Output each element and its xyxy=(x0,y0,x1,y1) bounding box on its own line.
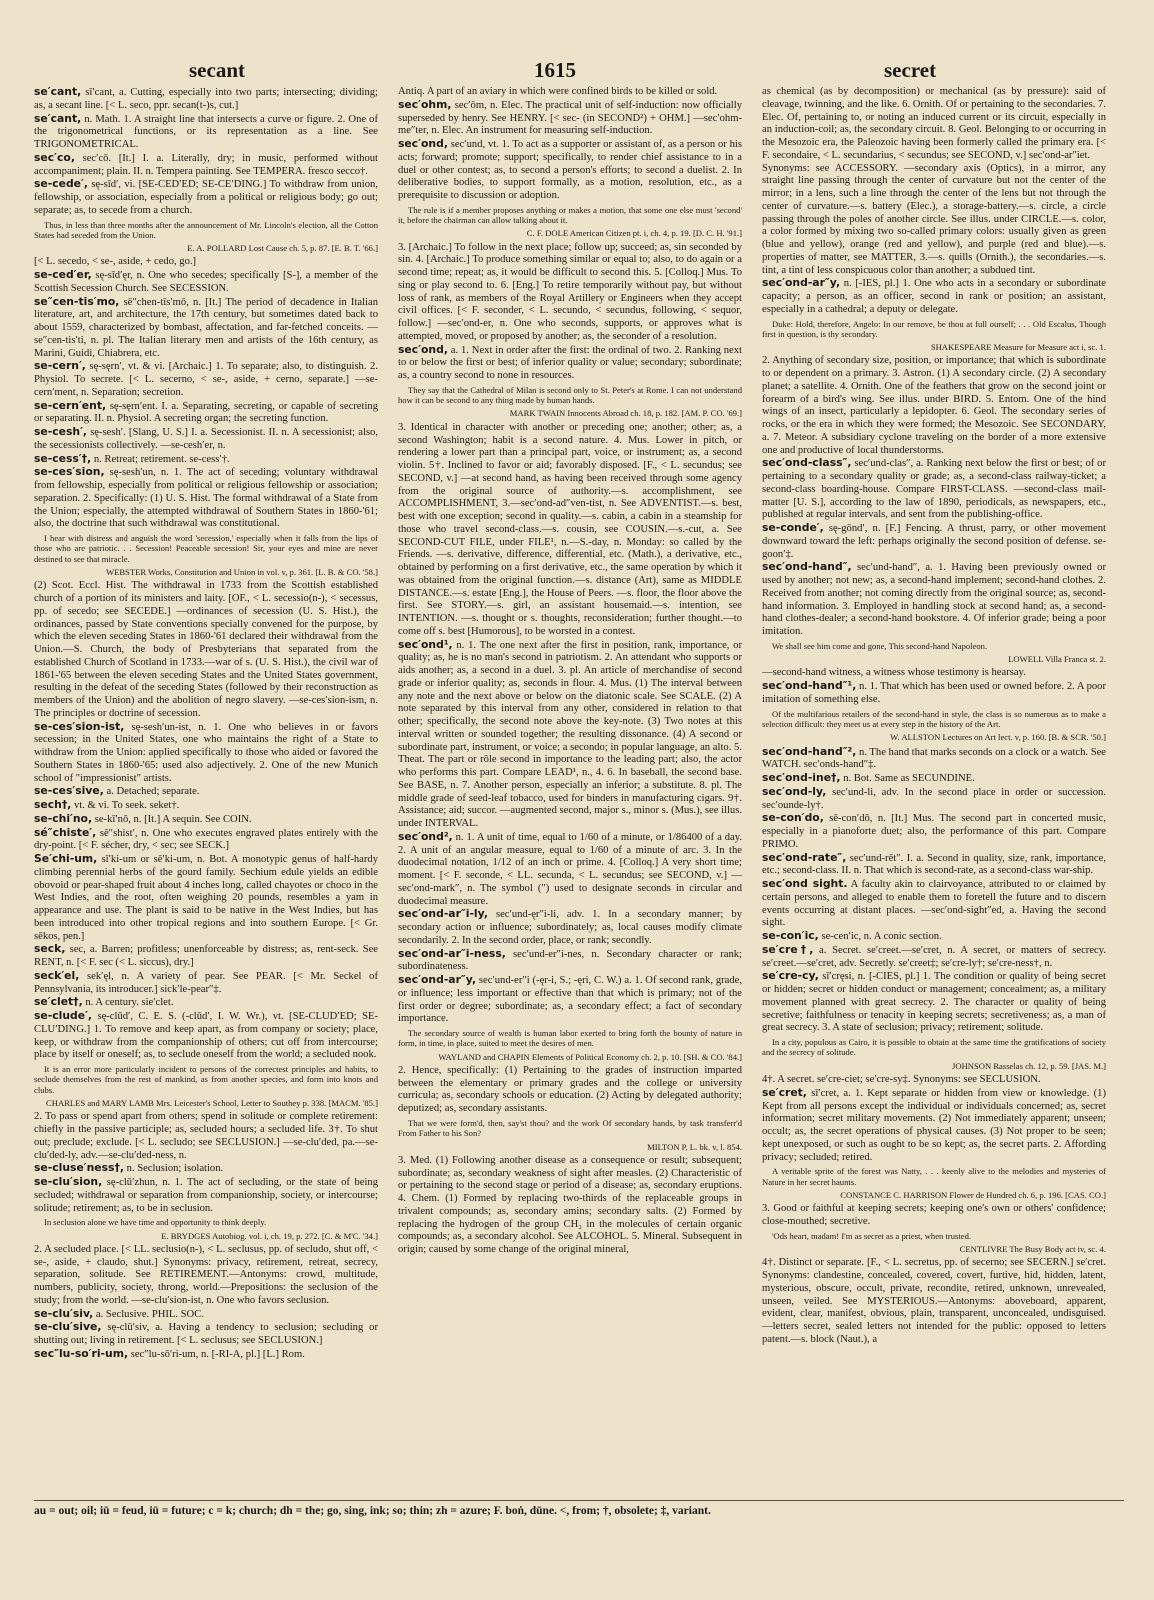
entry-definition: 3. Med. (1) Following another disease as a consequence or result; subsequent; subordinate; as, secondary weakness of sight after measles. (2) Characteristic of or pertaining to the second stage or period of a disease; as, secondary eruptions. 4. Chem. (1) Formed by replacing two-thirds of the replaceable groups in trivalent compounds; as, secondary amins; secondary salts. (2) Formed by replacing the hydrogen of the group CH₂ in the molecules of certain organic compounds; as, a secondary alcohol. See ALCOHOL. 5. Mineral. Subsequent in origin; caused by some change of the original mineral, xyxy=(398,1154,742,1256)
entry-definition: [< L. secedo, < se-, aside, + cedo, go.] xyxy=(34,256,197,268)
citation-source: CONSTANCE C. HARRISON Flower de Hundred ch. 6, p. 196. [CAS. CO.] xyxy=(840,1189,1106,1200)
entry-headword: se-cern′ent, xyxy=(34,398,107,412)
dictionary-entry xyxy=(34,1176,378,1215)
entry-definition: sę-sīd′, vi. [SE-CED′ED; SE-CE′DING.] To withdraw from union, fellowship, or association, especially from a political or religious body; go out; separate; as, to secede from a church. xyxy=(34,179,378,216)
dictionary-entry xyxy=(34,580,378,720)
entry-headword: sec′ond-class″, xyxy=(762,456,852,470)
entry-definition: a. Detached; separate. xyxy=(106,786,200,798)
entry-headword: sec′ond-hand″, xyxy=(762,560,852,574)
dictionary-entry xyxy=(398,974,742,1026)
dictionary-entry xyxy=(762,930,1106,944)
dictionary-entry xyxy=(762,1074,1106,1087)
column-3 xyxy=(762,86,1106,1494)
dictionary-entry xyxy=(762,457,1106,522)
entry-headword: se′cre†, xyxy=(762,942,814,956)
entry-definition: sę-sęrn′ent. I. a. Separating, secreting, or capable of secreting or separating. II. n. Physiol. A secreting organ; the secreting function. xyxy=(34,400,378,425)
entry-definition: sec′und-clas″, a. Ranking next below the first or best; of or pertaining to a secondary quality or grade; as, a second-class railway-ticket; a second-class boarding-house. Compare FIRST-CLASS. —second-class mail-matter [U. S.], according to the law of 1890, periodicals, as newspapers, etc., published at regular intervals, and sent from the publishing-office. xyxy=(762,458,1106,521)
dictionary-entry xyxy=(34,813,378,827)
citation-source: C. F. DOLE American Citizen pt. i, ch. 4, p. 19. [D. C. H. '91.] xyxy=(526,228,742,239)
citation-quote: The secondary source of wealth is human labor exerted to bring forth the bounty of nature in form, in time, in place, suited to meet the desires of men. xyxy=(398,1028,742,1049)
citation-source: SHAKESPEARE Measure for Measure act i, sc. 1. xyxy=(930,342,1106,353)
entry-definition: sę-clūd′, C. E. S. (-clūd′, I. W. Wr.), vt. [SE-CLUD′ED; SE-CLU′DING.] 1. To remove and keep apart, as from company or society; place, keep, or withdraw from the companionship of others; cut off from intercourse; place by itself or oneself; as, to seclude oneself from the world; a secluded nook. xyxy=(34,1011,378,1061)
entry-definition: sē-con′dō, n. [It.] Mus. The second part in concerted music, especially in a pianoforte duet; also, the performance of this part. Compare PRIMO. xyxy=(762,813,1106,850)
entry-headword: seck, xyxy=(34,942,66,956)
entry-definition: sē″shist′, n. One who executes engraved plates entirely with the dry-point. [< F. sécher, dry, < sec; see SECK.] xyxy=(34,827,378,852)
entry-definition: as chemical (as by decomposition) or mechanical (as by pressure): said of cleavage, twinning, and the like. 6. Ornith. Of or pertaining to the secondaries. 7. Elec. Of, pertaining to, or noting an induced current or its circuit, especially in an induction-coil; as, the secondary circuit. 8. Geol. Belonging to or occurring in the Mesozoic era, the Paleozoic having been formerly called the primary era. [< F. secondaire, < L. secundarius, < secundus; see SECOND, v.] sec′ond-ar″iet. xyxy=(762,86,1106,161)
dictionary-entry xyxy=(34,827,378,854)
dictionary-entry xyxy=(762,86,1106,163)
entry-headword: seck′el, xyxy=(34,968,80,982)
entry-headword: se-clu′siv, xyxy=(34,1306,94,1320)
dictionary-entry xyxy=(34,799,378,813)
citation-quote: Thus, in less than three months after the announcement of Mr. Lincoln's election, all the Cotton States had seceded from the Union. xyxy=(34,219,378,240)
entry-definition: A faculty akin to clairvoyance, attributed to or claimed by certain persons, and alleged to enable them to foretell the future and to discern events occurring at distant places. —sec′ond-sight″ed, a. Having the second sight. xyxy=(762,879,1106,929)
entry-definition: 4†. Distinct or separate. [F., < L. secretus, pp. of secerno; see SECERN.] se′cret. Synonyms: clandestine, concealed, covered, covert, furtive, hid, hidden, latent, mysterious, obscure, occult, private, recondite, retired, unknown, unrevealed, unseen, veiled. See MYSTERIOUS.—Antonyms: aboveboard, apparent, evident, clear, manifest, obvious, plain, transparent, unconcealed, undisguised. —letters secret, sealed letters not intended for the public: opposed to letters patent.—s. block (Naut.), a xyxy=(762,1257,1106,1345)
dictionary-entry xyxy=(762,746,1106,773)
citation-source: MILTON P. L. bk. v, l. 854. xyxy=(647,1141,742,1152)
entry-headword: Se′chi-um, xyxy=(34,852,98,866)
entry-headword: se-cern′, xyxy=(34,359,86,373)
dictionary-entry xyxy=(34,1162,378,1176)
citation-source: MARK TWAIN Innocents Abroad ch. 18, p. 182. [AM. P. CO. '69.] xyxy=(509,408,742,419)
entry-definition: sec″lu-sō′ri-um, n. [-RI-A, pl.] [L.] Rom. xyxy=(130,1348,305,1360)
entry-definition: sę-sęrn′, vt. & vi. [Archaic.] 1. To separate; also, to distinguish. 2. Physiol. To secrete. [< L. secerno, < se-, aside, + cerno, separate.] —se-cern′ment, n. Separation; secretion. xyxy=(34,361,378,398)
entry-headword: se-ces′sive, xyxy=(34,784,104,798)
citation-source: E. BRYDGES Autobiog. vol. i, ch. 19, p. 272. [C. & M'C. '34.] xyxy=(161,1230,378,1241)
citation-quote: 'Ods heart, madam! I'm as secret as a priest, when trusted. xyxy=(772,1230,972,1241)
entry-definition: a. Seclusive. PHIL. SOC. xyxy=(95,1308,204,1320)
dictionary-entry xyxy=(762,1203,1106,1229)
entry-definition: n. Retreat; retirement. se-cess′†. xyxy=(93,453,230,465)
entry-headword: se-clu′sion, xyxy=(34,1175,103,1189)
dictionary-entry xyxy=(762,277,1106,316)
dictionary-entry xyxy=(34,360,378,399)
dictionary-entry xyxy=(762,680,1106,707)
entry-definition: sī′cant, a. Cutting, especially into two parts; intersecting; dividing; as, a secant line. [< L. seco, ppr. secan(t-)s, cut.] xyxy=(34,87,378,111)
entry-definition: 2. Hence, specifically: (1) Pertaining to the grades of instruction imparted between the elementary or primary grades and the college or university curricula; as, secondary schools or education. (2) Acting by delegated authority; deputized; as, secondary assistants. xyxy=(398,1064,742,1115)
citation-source: WAYLAND and CHAPIN Elements of Political Economy ch. 2, p. 10. [SH. & CO. '84.] xyxy=(438,1051,742,1062)
entry-definition: 3. Identical in character with another or preceding one; another; other; as, a second Washington; habit is a second nature. 4. Mus. Lower in pitch, or rendering a lower part than a principal part, voice, or instrument; as, a second violin. 5†. Inclined to favor or aid; favorably disposed. [F., < L. secundus; see SECOND, v.] —at second hand, as having been received through some agency from the original source of authority.—s. accomplishment, see ACCOMPLISHMENT, 3.—sec′ond-ad″ven-tist, n. See ADVENTIST.—s. best, best with one exception; second in quality.—s. cabin, a cabin in a steamship for those who travel second-class.—s. cousin, see COUSIN.—s.-cut, a. See SECOND-CUT FILE, under FILE¹, n.—S.-day, n. Monday: so called by the Friends. —s. derivative, difference, differential, etc. (Math.), a derivative, etc., obtained by performing on a first derivative, etc., the same operation by which it was obtained from the original function.—s. distance (Art), same as MIDDLE DISTANCE.—s. estate [Eng.], the House of Peers. —s. floor, the floor above the first. See STORY.—s. girl, an assistant housemaid.—s. intention, see INTENTION. —s. thought or s. thoughts, reconsideration; further thought.—to come off s. best [Humorous], to be worsted in a contest. xyxy=(398,421,742,637)
entry-headword: sec′ond-ar″i-ly, xyxy=(398,907,488,921)
citation-quote: The rule is if a member proposes anything or makes a motion, that some one else must 'second' it, before the chairman can allow talking about it. xyxy=(398,204,742,226)
entry-headword: se-ces′sion, xyxy=(34,465,105,479)
dictionary-entry xyxy=(34,400,378,427)
citation-quote: I hear with distress and anguish the word 'secession,' especially when it falls from the lips of those who are patriotic. . . Secession! Peaceable secession! Sir, your eyes and mine are never destined to see that miracle. xyxy=(34,533,378,564)
dictionary-entry xyxy=(762,1087,1106,1165)
entry-headword: sec′ond-ar″y, xyxy=(398,973,477,987)
entry-definition: sē″chen-tīs′mō, n. [It.] The period of decadence in Italian literature, art, and architecture, the 17th century, but sometimes dated back to about 1559, characterized by bombast, affectation, and far-fetched conceits. —se″cen-tis′ti, n. pl. The Italian literary men and artists of the 16th century, as Marini, Guidi, Chiabrera, etc. xyxy=(34,296,378,359)
dictionary-entry xyxy=(34,453,378,467)
dictionary-entry xyxy=(34,1348,378,1362)
entry-headword: sec′ond, xyxy=(398,137,448,150)
entry-definition: sec′und-rēt″. I. a. Second in quality, size, rank, importance, etc.; second-class. II. n. That which is second-rate, as a second-class war-ship. xyxy=(762,852,1106,877)
entry-definition: (2) Scot. Eccl. Hist. The withdrawal in 1733 from the Scottish established church of a portion of its ministers and laity. [OF., < L. secessio(n-), < secessus, pp. of secedo; see SECEDE.] —ordinances of secession (U. S. Hist.), the ordinances, passed by State conventions specially convened for the purpose, by which the eleven seceding States in 1860-'61 declared their withdrawal from the Union.—S. Church, the body of Presbyterians that separated from the established Church of Scotland in 1733.—war of s. (U. S. Hist.), the civil war of 1861-'65 between the eleven seceding States and the United States government, resulting in the defeat of the seceding States (followed by their reconstruction as members of the Union) and the abolition of negro slavery. —se-ces′sion-ism, n. The principles or doctrine of secession. xyxy=(34,580,378,719)
header-first-word: secant xyxy=(189,58,245,82)
entry-definition: n. 1. That which has been used or owned before. 2. A poor imitation of something else. xyxy=(762,681,1106,705)
entry-definition: sę-sesh′un, n. 1. The act of seceding; voluntary withdrawal from fellowship, especially from political or religious fellowship or association; separation. 2. Specifically: (1) U. S. Hist. The formal withdrawal of a State from the Union; especially, the attempted withdrawal of Southern States in 1860-'61; also, the doctrine that such withdrawal was constitutional. xyxy=(34,467,378,530)
citation-source: JOHNSON Rasselas ch. 12, p. 59. [JAS. M.] xyxy=(952,1060,1106,1071)
entry-headword: sec′ohm, xyxy=(398,97,452,111)
citation-quote: They say that the Cathedral of Milan is second only to St. Peter's at Rome. I can not understand how it can be second to any thing made by human hands. xyxy=(398,384,742,406)
dictionary-entry xyxy=(762,355,1106,457)
entry-headword: sech†, xyxy=(34,798,72,812)
entry-definition: sec′und-ęr″i-li, adv. 1. In a secondary manner; by secondary action or influence; subordinately; as, local causes modify climate secondarily. 2. In the second order, place, or rank; secondly. xyxy=(398,909,742,946)
dictionary-entry xyxy=(34,853,378,943)
dictionary-entry xyxy=(34,1010,378,1062)
dictionary-entry xyxy=(398,1065,742,1116)
citation-source: CENTLIVRE The Busy Body act iv, sc. 4. xyxy=(959,1243,1106,1254)
entry-headword: se′cret, xyxy=(762,1085,807,1099)
dictionary-entry xyxy=(34,721,378,786)
entry-headword: se-ced′er, xyxy=(34,268,92,282)
dictionary-entry xyxy=(762,812,1106,851)
column-2 xyxy=(398,86,742,1494)
entry-definition: sę-sesh′un-ist, n. 1. One who believes in or favors secession; in the United States, one who maintains the right of a State to withdraw from the Union: applied specifically to those who aided or favored the Southern States in 1860-'65: used also adjectively. 2. One of the new Munich school of "impressionist" artists. xyxy=(34,721,378,784)
entry-headword: sec′ond-rate″, xyxy=(762,850,847,864)
dictionary-entry xyxy=(34,785,378,799)
entry-headword: sec′ond¹, xyxy=(398,637,453,651)
dictionary-entry xyxy=(34,152,378,179)
dictionary-entry xyxy=(398,831,742,909)
dictionary-entry xyxy=(398,422,742,639)
citation-quote: That we were form'd, then, say'st thou? and the work Of secondary hands, by task transferr'd From Father to his Son? xyxy=(398,1117,742,1139)
entry-definition: vt. & vi. To seek. seket†. xyxy=(74,800,180,812)
dictionary-entry xyxy=(34,1308,378,1322)
dictionary-entry xyxy=(762,852,1106,879)
citation-quote: A veritable sprite of the forest was Natty, . . . keenly alive to the melodies and mysteries of Nature in her secret haunts. xyxy=(762,1166,1106,1187)
citation-quote: Of the multifarious retailers of the second-hand in style, the class is so numerous as to make a selection difficult: they meet us at every step in the history of the Art. xyxy=(762,708,1106,730)
entry-definition: sec′ōm, n. Elec. The practical unit of self-induction: now officially superseded by henry. See HENRY. [< sec- (in SECOND²) + OHM.] —sec′ohm-me″ter, n. Elec. An instrument for measuring self-induction. xyxy=(398,99,742,137)
dictionary-entry xyxy=(398,99,742,138)
dictionary-entry xyxy=(762,772,1106,786)
dictionary-entry xyxy=(34,113,378,152)
citation-quote: It is an error more particularly incident to persons of the correctest principles and habits, to seclude themselves from the rest of mankind, as from another species, and form into knots and clubs. xyxy=(34,1064,378,1095)
citation-source: W. ALLSTON Lectures on Art lect. v, p. 160. [B. & SCR. '50.] xyxy=(890,732,1106,743)
page-number: 1615 xyxy=(534,58,576,82)
entry-headword: se-chi′no, xyxy=(34,811,93,825)
entry-definition: sec′und-er″i-nes, n. Secondary character or rank; subordinateness. xyxy=(398,948,742,973)
entry-headword: se′cre-cy, xyxy=(762,969,819,983)
entry-definition: n. Seclusion; isolation. xyxy=(126,1163,224,1175)
dictionary-entry xyxy=(34,1244,378,1308)
citation-quote: Duke: Hold, therefore, Angelo: In our remove, be thou at full ourself; . . . Old Escalus, Though first in question, is thy secondary. xyxy=(762,318,1106,339)
entry-headword: se-con′do, xyxy=(762,811,824,825)
entry-headword: sec′ond-hand″², xyxy=(762,744,857,758)
dictionary-entry xyxy=(398,242,742,344)
entry-headword: sec″lu-so′ri-um, xyxy=(34,1346,129,1360)
entry-definition: 3. Good or faithful at keeping secrets; keeping one's own or others' confidence; close-mouthed; secretive. xyxy=(762,1203,1106,1227)
entry-definition: n. 1. The one next after the first in position, rank, importance, or quality; as, he is no man's second in patriotism. 2. An attendant who supports or aids another; as, a second in a duel. 3. pl. An article of merchandise of second grade or inferior quality; as, seconds in flour. 4. Mus. (1) The interval between any note and the next above or below on the diatonic scale. See SCALE. (2) A note separated by this interval from any other, considered in relation to that other; specifically, the second note above the key-note. (3) Two notes at this interval written or sounded together; the resulting dissonance. (4) A second or subordinate part, instrument, or voice; a secondo; in popular language, an alto. 5. Theat. The part or rôle second in importance to the leading part; also, the actor who performs this part. Compare LEAD¹, n., 4. 6. In baseball, the second base. See BASE, n. 7. Another person, especially an inferior; a substitute. 8. pl. The middle grade of seed-leaf tobacco, used for binders in manufacturing cigars. 9†. Assistance; aid; succor. —augmented second, major s., minor s. (Mus.), see illus. under INTERVAL. xyxy=(398,639,742,830)
entry-definition: sec, a. Barren; profitless; unenforceable by distress; as, rent-seck. See RENT, n. [< F. sec (< L. siccus), dry.] xyxy=(34,944,378,969)
dictionary-entry xyxy=(398,908,742,947)
dictionary-entry xyxy=(34,970,378,997)
entry-definition: —second-hand witness, a witness whose testimony is hearsay. xyxy=(762,667,1026,679)
entry-headword: sec′ond-ine†, xyxy=(762,771,841,785)
dictionary-entry xyxy=(762,1257,1106,1346)
citation-quote: In seclusion alone we have time and opportunity to think deeply. xyxy=(44,1217,267,1228)
entry-headword: sec′ond², xyxy=(398,829,453,843)
pronunciation-key: au = out; oil; iū = feud, iū = future; c = k; church; dh = the; go, sing, ink; so; thin; zh = azure; F. boṅ, dūne. <, from; †, obsolete; ‡, variant. xyxy=(34,1500,1124,1525)
entry-definition: se-kī′nō, n. [It.] A sequin. See COIN. xyxy=(94,813,252,825)
dictionary-entry xyxy=(398,1155,742,1257)
entry-headword: sec′ond sight. xyxy=(762,877,848,891)
entry-definition: sī′cret, a. 1. Kept separate or hidden from view or knowledge. (1) Kept from all persons except the individual or individuals concerned; as, secret information; secret military movements. (2) Not immediately apparent; unseen; occult; as, the secret operations of physical causes. (3) Not proper to be seen; kept unexposed, or such as ought to be so kept; as, the secret parts. 2. Affording privacy; secluded; retired. xyxy=(762,1087,1106,1163)
entry-headword: sec′ond, xyxy=(398,342,448,356)
entry-definition: sę-clū′zhun, n. 1. The act of secluding, or the state of being secluded; withdrawal or separation from companionship, society, or intercourse; solitude; retirement; as, to be in seclusion. xyxy=(34,1177,378,1214)
entry-definition: sī′cręsi, n. [-CIES, pl.] 1. The condition or quality of being secret or hidden; secret or hidden conduct or management; concealment; as, a military movement planned with great secrecy. 2. The character or quality of being secretive; faithfulness or tenacity in keeping secrets; secretiveness; as, a man of great secrecy. 3. A state of seclusion; privacy; retirement; solitude. xyxy=(762,971,1106,1034)
entry-definition: sę-sīd′ęr, n. One who secedes; specifically [S-], a member of the Scottish Secession Church. See SECESSION. xyxy=(34,270,378,294)
citation-source: LOWELL Villa Franca st. 2. xyxy=(1008,654,1106,665)
dictionary-entry xyxy=(34,1111,378,1162)
entry-definition: Synonyms: see ACCESSORY. —secondary axis (Optics), in a mirror, any straight line passing through the center of curvature but not the center of the mirror; in a lens, such a line through the center of the lens but not through the center of curvature.—s. battery (Elec.), a storage-battery.—s. circle, a circle passing through the poles of another circle. See illus. under CIRCLE.—s. color, a color formed by mixing two so-called primary colors: usually given as green (blue and yellow), orange (red and yellow), and purple (red and blue).—s. properties of matter, see MATTER, 3.—s. quills (Ornith.), the secondaries.—s. tint, a tint of less conspicuous color than another; a subdued tint. xyxy=(762,162,1106,276)
entry-headword: se″cen-tis′mo, xyxy=(34,294,120,308)
dictionary-entry xyxy=(34,426,378,453)
entry-headword: se-clude′, xyxy=(34,1009,93,1023)
entry-definition: sę-gōnd′, n. [F.] Fencing. A thrust, parry, or other movement downward toward the left: perhaps originally the second position of defense. se-goon′‡. xyxy=(762,523,1106,560)
entry-headword: se′cant, xyxy=(34,111,82,125)
entry-headword: sec′ond-hand″¹, xyxy=(762,679,857,693)
entry-headword: sec′co, xyxy=(34,150,75,164)
entry-definition: sec′und, vt. 1. To act as a supporter or assistant of, as a person or his acts; forward; promote; support; specifically, to render chief assistance to in a duel or other contest; as, to second a person's efforts; to second a duelist. 2. In deliberative bodies, to support formally, as a motion, resolution, etc., as a prerequisite to discussion or adoption. xyxy=(398,139,742,201)
dictionary-entry xyxy=(762,944,1106,971)
entry-headword: sec′ond-ar″y, xyxy=(762,276,841,290)
dictionary-entry xyxy=(762,970,1106,1035)
entry-definition: n. Bot. Same as SECUNDINE. xyxy=(843,773,975,785)
entry-definition: 2. To pass or spend apart from others; spend in solitude or complete retirement: chiefly in the passive participle; as, secluded hours; a secluded life. 3†. To shut out; preclude; exclude. [< L. secludo; see SECLUSION.] —se-clu′ded, pa.—se-clu′ded-ly, adv.—se-clu′ded-ness, n. xyxy=(34,1111,378,1161)
entry-definition: se-cen′ic, n. A conic section. xyxy=(821,931,942,943)
entry-definition: sec′und-er″i (-ęr-i, S.; -ęri, C. W.) a. 1. Of second rank, grade, or influence; less important or effective than that which is primary; not of the first order or degree; subordinate; as, a secondary effect; a fact of secondary importance. xyxy=(398,975,742,1025)
entry-headword: sé″chiste′, xyxy=(34,825,97,839)
citation-quote: We shall see him come and gone, This second-hand Napoleon. xyxy=(772,640,988,651)
entry-headword: sec′ond-ar″i-ness, xyxy=(398,946,506,960)
dictionary-entry xyxy=(34,466,378,531)
entry-definition: sec′und-li, adv. In the second place in order or succession. sec′ounde-ly†. xyxy=(762,786,1106,811)
entry-headword: se-cede′, xyxy=(34,177,88,191)
entry-definition: n. The hand that marks seconds on a clock or a watch. See WATCH. sec′onds-hand″‡. xyxy=(762,746,1106,771)
entry-definition: sī′ki-um or sē′ki-um, n. Bot. A monotypic genus of half-hardy climbing perennial herbs of the gourd family. Sechium edule yields an edible obovoid or pear-shaped fruit about 4 inches long, called chayotes or choco in the West Indies, and the root, often weighing 20 pounds, resembles a yam in appearance and use. The plant is said to be native in the West Indies, but has been introduced into other tropical regions and into southern Europe. [< Gr. sēkos, pen.] xyxy=(34,854,378,942)
entry-headword: se-cesh′, xyxy=(34,425,88,439)
entry-definition: n. 1. A unit of time, equal to 1/60 of a minute, or 1/86400 of a day. 2. A unit of an angular measure, equal to 1/60 of a minute of arc. 3. In the duodecimal notation, 1/12 of an inch or prime. 4. [Colloq.] A very short time; moment. [< F. seconde, < LL. secunda, < L. secundus; see SECOND, v.] —sec′ond-mark″, n. The symbol (″) used to designate seconds in circular and duodecimal measure. xyxy=(398,831,742,907)
dictionary-entry xyxy=(398,639,742,831)
dictionary-entry xyxy=(398,138,742,203)
entry-headword: se-clu′sive, xyxy=(34,1320,102,1334)
entry-definition: 3. [Archaic.] To follow in the next place; follow up; succeed; as, sin seconded by sin. 4. [Archaic.] To produce something similar or equal to; also, to do again or a second time; repeat; as, it would be difficult to second this. 5. [Colloq.] Mus. To sing or play second to. 6. [Eng.] To retire temporarily without pay, but without loss of rank, as members of the Royal Artillery or Engineers when they accept civil offices. [< F. seconder, < L. secundo, < secundus, following, < sequor, follow.] —sec′ond-er, n. One who seconds, supports, or approves what is attempted, moved, or proposed by another; as, the seconder of a resolution. xyxy=(398,241,742,342)
entry-headword: se-cluse′ness†, xyxy=(34,1161,124,1175)
entry-definition: sę-clū′siv, a. Having a tendency to seclusion; secluding or shutting out; living in retirement. [< L. seclusus; see SECLUSION.] xyxy=(34,1322,378,1347)
entry-headword: se-conde′, xyxy=(762,521,824,535)
entry-definition: a. 1. Next in order after the first: the ordinal of two. 2. Ranking next to or below the first or best; of inferior quality or value; secondary; subordinate; as, a country second to none in resources. xyxy=(398,344,742,382)
dictionary-entry xyxy=(762,561,1106,639)
citation-source: WEBSTER Works, Constitution and Union in vol. v, p. 361. [L. B. & CO. '58.] xyxy=(105,567,378,578)
dictionary-entry xyxy=(34,86,378,113)
dictionary-entry xyxy=(34,1321,378,1348)
entry-headword: sec′ond-ly, xyxy=(762,784,827,798)
entry-columns xyxy=(34,86,1124,1494)
entry-definition: sek′ęl, n. A variety of pear. See PEAR. [< Mr. Seckel of Pennsylvania, its introducer.] sick′le-pear″‡. xyxy=(34,970,378,995)
dictionary-page xyxy=(34,0,1124,1600)
dictionary-entry xyxy=(762,522,1106,561)
entry-definition: n. Math. 1. A straight line that intersects a curve or figure. 2. One of the trigonometrical functions, or its representation as a line. See TRIGONOMETRICAL. xyxy=(34,113,378,150)
entry-definition: 2. Anything of secondary size, position, or importance; that which is subordinate to or dependent on a primary. 3. Astron. (1) A secondary circle. (2) A secondary planet; a satellite. 4. Ornith. One of the feathers that grow on the second joint or forearm of a bird's wing. See illus. under BIRD. 5. Entom. One of the hind wings of an insect, particularly a lepidopter. 6. Geol. The secondary series of rocks, or the era in which they were formed; the Mesozoic. See SECONDARY, a. 7. Meteor. A subsidiary cyclone traveling on the border of a more extensive one and productive of local thunderstorms. xyxy=(762,355,1106,456)
entry-definition: a. Secret. se′creet.—se′cret, n. A secret, or matters of secrecy. se′creet.—se′cret, adv. Secretly. se′creet‡; se′cre-ly†; se′cre-ness†, n. xyxy=(762,944,1106,969)
dictionary-entry xyxy=(762,163,1106,278)
entry-definition: n. [-IES, pl.] 1. One who acts in a secondary or subordinate capacity; a person, as an officer, second in rank or position; an assistant, especially in a cathedral; a deputy or delegate. xyxy=(762,278,1106,315)
citation-quote: In a city, populous as Cairo, it is possible to obtain at the same time the gratifications of society and the secrecy of solitude. xyxy=(762,1037,1106,1058)
dictionary-entry xyxy=(398,948,742,975)
citation-source: E. A. POLLARD Lost Cause ch. 5, p. 87. [E. B. T. '66.] xyxy=(187,243,378,254)
entry-headword: se-con′ic, xyxy=(762,929,819,943)
dictionary-entry xyxy=(762,878,1106,930)
page-header xyxy=(34,44,1124,80)
entry-headword: se′cant, xyxy=(34,86,82,98)
entry-definition: sec′und-hand″, a. 1. Having been previously owned or used by another; not new; as, a second-hand implement; second-hand clothes. 2. Received from another; not coming directly from the original source; as, second-hand information. 3. Employed in handling stock at second hand; as, a second-hand clothes-dealer; a second-hand bookstore. 4. Of inferior grade; being a poor imitation. xyxy=(762,562,1106,638)
entry-definition: 4†. A secret. se′cre-ciet; se′cre-sy‡. Synonyms: see SECLUSION. xyxy=(762,1074,1041,1086)
dictionary-entry xyxy=(398,344,742,383)
entry-definition: Antiq. A part of an aviary in which were confined birds to be killed or sold. xyxy=(398,86,718,97)
entry-definition: n. A century. sie′clet. xyxy=(85,997,174,1009)
entry-headword: se-ces′sion-ist, xyxy=(34,719,125,733)
entry-definition: 2. A secluded place. [< LL. seclusio(n-), < L. seclusus, pp. of secludo, shut off, < se-, aside, + claudo, shut.] Synonyms: privacy, retirement, retreat, secrecy, separation, solitude. See RETIREMENT.—Antonyms: crowd, multitude, numbers, publicity, society, throng, world.—Prepositions: the seclusion of the study; from the world. —se-clu′sion-ist, n. One who favors seclusion. xyxy=(34,1243,378,1306)
dictionary-entry xyxy=(34,943,378,970)
header-last-word: secret xyxy=(884,58,937,82)
dictionary-entry xyxy=(34,996,378,1010)
dictionary-entry xyxy=(34,269,378,296)
dictionary-entry xyxy=(34,296,378,361)
dictionary-entry xyxy=(762,786,1106,813)
entry-definition: sę-sesh′. [Slang, U. S.] I. a. Secessionist. II. n. A secessionist; also, the secessionists collectively. —se-cesh′er, n. xyxy=(34,427,378,451)
entry-headword: se-cess′†, xyxy=(34,451,92,465)
column-1 xyxy=(34,86,378,1494)
citation-source: CHARLES and MARY LAMB Mrs. Leicester's School, Letter to Southey p. 338. [MACM. '85.] xyxy=(46,1097,378,1108)
dictionary-entry xyxy=(34,178,378,217)
entry-headword: se′clet†, xyxy=(34,995,83,1009)
entry-definition: sec′cō. [It.] I. a. Literally, dry; in music, performed without accompaniment; plain. II. n. Tempera painting. See TEMPERA. fresco secco†. xyxy=(34,152,378,177)
